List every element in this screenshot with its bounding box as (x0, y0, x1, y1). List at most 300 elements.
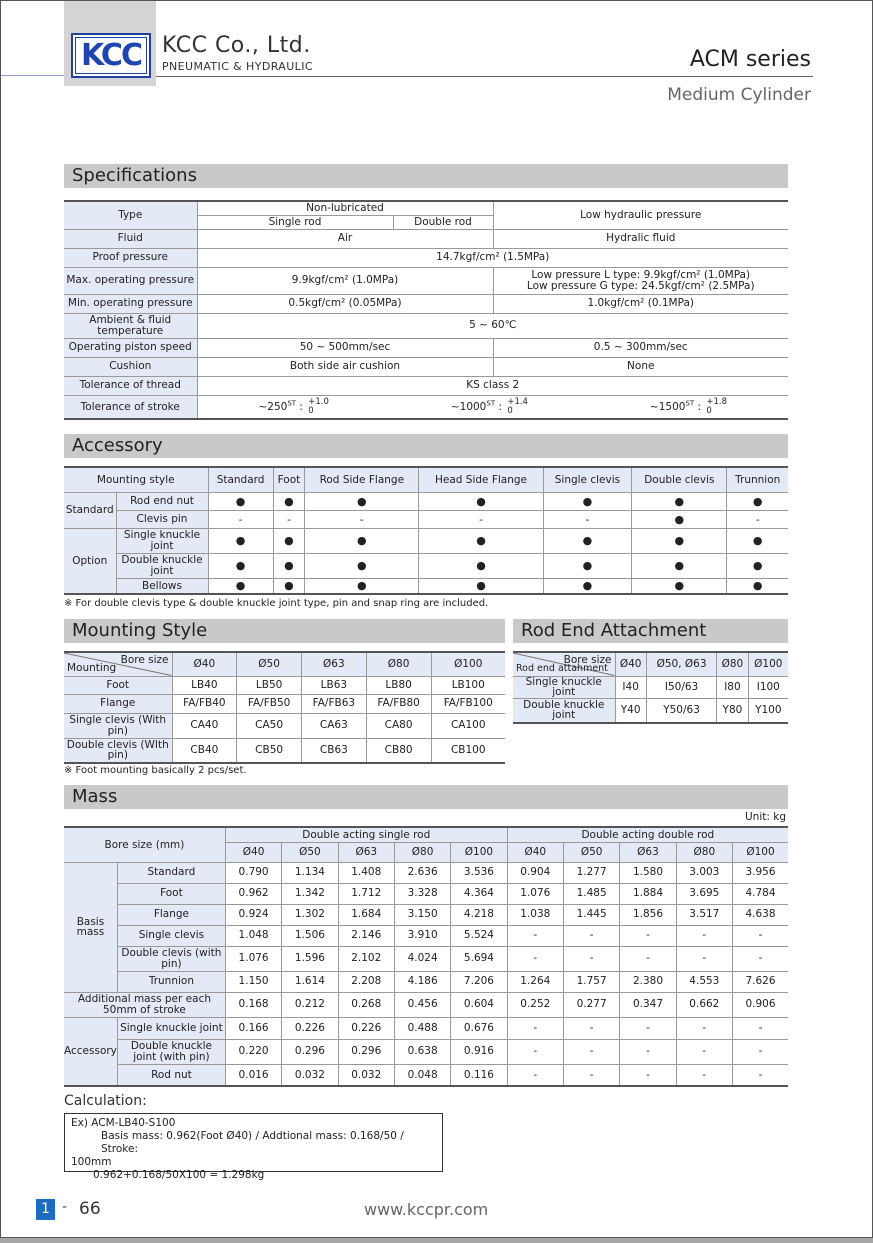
mass-value: - (507, 1039, 563, 1064)
spec-max-hyd-l: Low pressure L type: 9.9kgf/cm² (1.0MPa) (531, 269, 751, 281)
mass-value: - (563, 946, 619, 971)
included-dot-icon: ● (632, 578, 727, 594)
spec-stroke-values (197, 395, 788, 419)
spec-low-hydraulic: Low hydraulic pressure (493, 201, 788, 229)
mass-row (64, 946, 788, 971)
included-dot-icon: ● (208, 553, 273, 578)
ms-model-code: CB40 (172, 738, 237, 763)
included-dot-icon: ● (305, 528, 419, 553)
re-model-code: Y40 (615, 698, 646, 723)
mass-value: 1.038 (507, 904, 563, 925)
spec-cushion-hyd: None (493, 357, 788, 376)
ms-row-label: Single clevis (With pin) (64, 713, 172, 738)
ms-bore-header: Ø63 (302, 652, 367, 676)
accessory-title: Accessory (64, 434, 788, 458)
included-dot-icon: ● (543, 492, 632, 510)
mass-value: 3.003 (676, 862, 732, 883)
ms-model-code: CB100 (431, 738, 505, 763)
ms-model-code: LB100 (431, 676, 505, 694)
ms-bore-header: Ø80 (366, 652, 431, 676)
logo-text: KCC (75, 37, 147, 74)
acc-column-header: Foot (273, 467, 305, 492)
spec-single-rod: Single rod (197, 215, 393, 229)
mass-value: 1.485 (563, 883, 619, 904)
mass-value: - (507, 1064, 563, 1086)
mass-value: 0.638 (394, 1039, 450, 1064)
included-dot-icon: ● (305, 553, 419, 578)
mass-value: 1.757 (563, 971, 619, 992)
mass-value: - (733, 1017, 789, 1039)
mass-value: 4.364 (451, 883, 507, 904)
spec-speed-label: Operating piston speed (64, 338, 197, 357)
mass-value: - (676, 1039, 732, 1064)
mass-value: 0.226 (338, 1017, 394, 1039)
mass-value: - (733, 1039, 789, 1064)
spec-thread-value: KS class 2 (197, 376, 788, 395)
mass-value: 0.347 (620, 992, 676, 1017)
acc-column-header: Trunnion (727, 467, 788, 492)
re-bore-header: Ø50, Ø63 (646, 652, 716, 676)
acc-row (64, 553, 788, 578)
mass-bore-header: Ø40 (507, 842, 563, 862)
mass-value: 4.553 (676, 971, 732, 992)
mass-row (64, 1017, 788, 1039)
mass-value: 0.016 (225, 1064, 281, 1086)
included-dot-icon: ● (305, 578, 419, 594)
mass-row-label: Rod nut (117, 1064, 225, 1086)
mass-value: 1.134 (282, 862, 338, 883)
calculation-label: Calculation: (64, 1093, 147, 1109)
mass-value: 3.150 (394, 904, 450, 925)
mass-row (64, 904, 788, 925)
ms-model-code: CA40 (172, 713, 237, 738)
mass-value: - (563, 1064, 619, 1086)
mass-value: 1.614 (282, 971, 338, 992)
mass-value: 0.048 (394, 1064, 450, 1086)
re-row (513, 698, 788, 723)
mass-value: 7.206 (451, 971, 507, 992)
mass-value: 3.956 (733, 862, 789, 883)
mass-value: 3.695 (676, 883, 732, 904)
included-dot-icon: ● (273, 528, 305, 553)
mass-additional-label: Additional mass per each 50mm of stroke (64, 992, 225, 1017)
re-model-code: Y50/63 (646, 698, 716, 723)
ms-model-code: FA/FB40 (172, 694, 237, 713)
included-dot-icon: ● (727, 553, 788, 578)
mass-bore-label: Bore size (mm) (64, 827, 225, 862)
mass-value: - (676, 946, 732, 971)
mass-value: 7.626 (733, 971, 789, 992)
mass-bore-header: Ø63 (620, 842, 676, 862)
acc-row-label: Rod end nut (116, 492, 208, 510)
ms-model-code: CB80 (366, 738, 431, 763)
spec-max-hyd-g: Low pressure G type: 24.5kgf/cm² (2.5MPa) (526, 279, 755, 292)
mass-bore-header: Ø100 (451, 842, 507, 862)
ms-row-label: Double clevis (WIth pin) (64, 738, 172, 763)
mass-value: - (563, 1039, 619, 1064)
included-dot-icon: ● (419, 578, 543, 594)
calculation-box (64, 1113, 443, 1181)
mass-value: 1.342 (282, 883, 338, 904)
mass-value: 2.380 (620, 971, 676, 992)
not-included-mark: - (419, 510, 543, 528)
specifications-table (64, 200, 788, 420)
stroke-tolerance: ~1500ST : +1.8 0 (649, 396, 728, 416)
mass-value: 0.296 (338, 1039, 394, 1064)
mounting-style-table (64, 651, 505, 764)
included-dot-icon: ● (273, 578, 305, 594)
spec-min-air: 0.5kgf/cm² (0.05MPa) (197, 294, 493, 313)
ms-bore-header: Ø100 (431, 652, 505, 676)
acc-column-header: Head Side Flange (419, 467, 543, 492)
mass-value: 0.296 (282, 1039, 338, 1064)
mass-value: 4.186 (394, 971, 450, 992)
mounting-style-note: ※ Foot mounting basically 2 pcs/set. (64, 765, 247, 776)
re-corner (513, 652, 615, 676)
not-included-mark: - (208, 510, 273, 528)
mass-value: - (620, 925, 676, 946)
ms-model-code: FA/FB50 (237, 694, 302, 713)
included-dot-icon: ● (727, 492, 788, 510)
mass-value: 0.032 (282, 1064, 338, 1086)
not-included-mark: - (727, 510, 788, 528)
mass-value: - (620, 1039, 676, 1064)
ms-corner-bore: Bore size (120, 654, 169, 666)
mass-row-label: Single clevis (117, 925, 225, 946)
header-rule-left (1, 75, 64, 76)
mass-value: 0.676 (451, 1017, 507, 1039)
not-included-mark: - (273, 510, 305, 528)
mass-value: 3.910 (394, 925, 450, 946)
re-bore-header: Ø40 (615, 652, 646, 676)
acc-row (64, 578, 788, 594)
included-dot-icon: ● (543, 553, 632, 578)
mass-value: 1.596 (282, 946, 338, 971)
mass-row (64, 1064, 788, 1086)
included-dot-icon: ● (208, 492, 273, 510)
mass-bore-header: Ø50 (282, 842, 338, 862)
header-rule (156, 76, 813, 77)
specifications-title: Specifications (64, 164, 788, 188)
ms-row (64, 676, 505, 694)
acc-row (64, 492, 788, 510)
included-dot-icon: ● (208, 528, 273, 553)
mass-value: 4.218 (451, 904, 507, 925)
mass-value: 1.277 (563, 862, 619, 883)
acc-row (64, 528, 788, 553)
mass-value: 0.790 (225, 862, 281, 883)
mass-value: 1.580 (620, 862, 676, 883)
mass-value: - (676, 1017, 732, 1039)
mass-value: 2.146 (338, 925, 394, 946)
mass-row-label: Flange (117, 904, 225, 925)
kcc-logo (71, 33, 151, 78)
included-dot-icon: ● (419, 492, 543, 510)
mass-value: 1.264 (507, 971, 563, 992)
mass-bore-header: Ø63 (338, 842, 394, 862)
included-dot-icon: ● (305, 492, 419, 510)
mass-value: 2.208 (338, 971, 394, 992)
mass-value: 2.102 (338, 946, 394, 971)
ms-model-code: LB40 (172, 676, 237, 694)
mass-value: - (563, 1017, 619, 1039)
mass-title: Mass (64, 785, 788, 809)
mass-value: 0.924 (225, 904, 281, 925)
mass-value: 0.116 (451, 1064, 507, 1086)
mass-basis-label: Basis mass (64, 862, 117, 992)
mass-value: 0.962 (225, 883, 281, 904)
company-subtitle: PNEUMATIC & HYDRAULIC (162, 60, 313, 73)
calc-line-1: Ex) ACM-LB40-S100 (71, 1117, 176, 1129)
mass-value: 1.076 (507, 883, 563, 904)
mass-unit: Unit: kg (745, 811, 786, 823)
mass-value: 1.048 (225, 925, 281, 946)
re-model-code: Y80 (717, 698, 748, 723)
mass-value: - (676, 1064, 732, 1086)
spec-min-hyd: 1.0kgf/cm² (0.1MPa) (493, 294, 788, 313)
ms-model-code: LB63 (302, 676, 367, 694)
re-row (513, 676, 788, 698)
mass-bore-header: Ø80 (394, 842, 450, 862)
mass-value: 1.684 (338, 904, 394, 925)
mass-value: - (620, 1064, 676, 1086)
mass-value: - (676, 925, 732, 946)
included-dot-icon: ● (632, 510, 727, 528)
spec-proof-label: Proof pressure (64, 248, 197, 267)
acc-row-label: Bellows (116, 578, 208, 594)
mass-value: - (620, 946, 676, 971)
chapter-badge: 1 (36, 1199, 55, 1220)
calc-line-2: Basis mass: 0.962(Foot Ø40) / Addtional mass: 0.168/50 / Stroke: (101, 1130, 404, 1155)
stroke-tolerance: ~250ST : +1.0 0 (258, 396, 329, 416)
acc-group-label: Standard (64, 492, 116, 528)
page-separator: - (62, 1199, 68, 1215)
included-dot-icon: ● (727, 528, 788, 553)
included-dot-icon: ● (632, 492, 727, 510)
acc-column-header: Rod Side Flange (305, 467, 419, 492)
mass-value: 5.524 (451, 925, 507, 946)
mass-row (64, 925, 788, 946)
spec-cushion-label: Cushion (64, 357, 197, 376)
mass-value: - (507, 925, 563, 946)
acc-column-header: Standard (208, 467, 273, 492)
mass-group-double: Double acting double rod (507, 827, 788, 842)
mass-value: 4.024 (394, 946, 450, 971)
series-title: ACM series (689, 47, 811, 72)
mass-value: - (507, 1017, 563, 1039)
mass-value: 1.712 (338, 883, 394, 904)
mass-row-label: Single knuckle joint (117, 1017, 225, 1039)
mass-value: 0.220 (225, 1039, 281, 1064)
spec-min-label: Min. operating pressure (64, 294, 197, 313)
mass-row-label: Double knuckle joint (with pin) (117, 1039, 225, 1064)
mass-row (64, 971, 788, 992)
re-corner-bore: Bore size (563, 654, 612, 666)
mass-value: 0.916 (451, 1039, 507, 1064)
included-dot-icon: ● (273, 492, 305, 510)
website-link[interactable]: www.kccpr.com (364, 1200, 489, 1219)
included-dot-icon: ● (419, 528, 543, 553)
mass-row-label: Foot (117, 883, 225, 904)
re-row-label: Single knuckle joint (513, 676, 615, 698)
mass-value: 0.456 (394, 992, 450, 1017)
mass-value: 3.517 (676, 904, 732, 925)
not-included-mark: - (543, 510, 632, 528)
mass-row (64, 883, 788, 904)
ms-row (64, 738, 505, 763)
ms-model-code: LB50 (237, 676, 302, 694)
included-dot-icon: ● (273, 553, 305, 578)
spec-thread-label: Tolerance of thread (64, 376, 197, 395)
mass-value: 4.784 (733, 883, 789, 904)
spec-type-label: Type (64, 201, 197, 229)
mass-group-single: Double acting single rod (225, 827, 507, 842)
spec-fluid-air: Air (197, 229, 493, 248)
mass-value: - (563, 925, 619, 946)
mass-value: - (507, 946, 563, 971)
ms-row (64, 713, 505, 738)
mass-value: 0.252 (507, 992, 563, 1017)
included-dot-icon: ● (543, 578, 632, 594)
mass-value: 3.328 (394, 883, 450, 904)
acc-group-label: Option (64, 528, 116, 594)
mass-row (64, 1039, 788, 1064)
mass-table (64, 826, 788, 1087)
ms-corner (64, 652, 172, 676)
mass-row-label: Double clevis (with pin) (117, 946, 225, 971)
mass-value: 0.168 (225, 992, 281, 1017)
spec-proof-value: 14.7kgf/cm² (1.5MPa) (197, 248, 788, 267)
acc-row (64, 510, 788, 528)
mass-value: 0.226 (282, 1017, 338, 1039)
re-row-label: Double knuckle joint (513, 698, 615, 723)
rod-end-table (513, 651, 788, 724)
spec-non-lubricated: Non-lubricated (197, 201, 493, 215)
spec-max-hyd (493, 267, 788, 294)
included-dot-icon: ● (543, 528, 632, 553)
included-dot-icon: ● (632, 553, 727, 578)
mass-value: 1.408 (338, 862, 394, 883)
mass-bore-header: Ø40 (225, 842, 281, 862)
re-model-code: Y100 (748, 698, 788, 723)
mass-value: 0.268 (338, 992, 394, 1017)
ms-model-code: CA100 (431, 713, 505, 738)
mass-value: 1.150 (225, 971, 281, 992)
spec-double-rod: Double rod (393, 215, 493, 229)
spec-speed-hyd: 0.5 ~ 300mm/sec (493, 338, 788, 357)
acc-mounting-label: Mounting style (64, 467, 208, 492)
mass-value: 1.856 (620, 904, 676, 925)
ms-model-code: CA63 (302, 713, 367, 738)
ms-model-code: CB50 (237, 738, 302, 763)
spec-fluid-hyd: Hydralic fluid (493, 229, 788, 248)
re-corner-rod-end: Rod end attahment (516, 663, 608, 674)
company-name: KCC Co., Ltd. (162, 33, 311, 58)
ms-model-code: LB80 (366, 676, 431, 694)
acc-row-label: Single knuckle joint (116, 528, 208, 553)
acc-row-label: Clevis pin (116, 510, 208, 528)
spec-cushion-air: Both side air cushion (197, 357, 493, 376)
acc-column-header: Double clevis (632, 467, 727, 492)
ms-model-code: FA/FB63 (302, 694, 367, 713)
mass-accessory-label: Accessory (64, 1017, 117, 1086)
mass-value: 1.445 (563, 904, 619, 925)
mass-value: 5.694 (451, 946, 507, 971)
page-number: 66 (79, 1199, 101, 1219)
mass-value: 3.536 (451, 862, 507, 883)
mass-row (64, 992, 788, 1017)
mass-value: 1.076 (225, 946, 281, 971)
spec-temp-label: Ambient & fluid temperature (64, 313, 197, 338)
not-included-mark: - (305, 510, 419, 528)
spec-max-air: 9.9kgf/cm² (1.0MPa) (197, 267, 493, 294)
calc-line-3: 100mm (71, 1156, 112, 1168)
mass-value: 0.212 (282, 992, 338, 1017)
re-model-code: I100 (748, 676, 788, 698)
mass-value: 1.506 (282, 925, 338, 946)
mass-value: 0.488 (394, 1017, 450, 1039)
mass-value: 0.604 (451, 992, 507, 1017)
ms-corner-mounting: Mounting (67, 662, 117, 674)
mass-value: 2.636 (394, 862, 450, 883)
mass-bore-header: Ø80 (676, 842, 732, 862)
spec-fluid-label: Fluid (64, 229, 197, 248)
mass-value: - (733, 946, 789, 971)
acc-row-label: Double knuckle joint (116, 553, 208, 578)
mass-value: - (733, 1064, 789, 1086)
mass-value: 0.662 (676, 992, 732, 1017)
ms-model-code: CA50 (237, 713, 302, 738)
mass-value: 1.884 (620, 883, 676, 904)
spec-max-label: Max. operating pressure (64, 267, 197, 294)
mass-value: 0.904 (507, 862, 563, 883)
rod-end-title: Rod End Attachment (513, 619, 788, 643)
spec-stroke-label: Tolerance of stroke (64, 395, 197, 419)
ms-row-label: Foot (64, 676, 172, 694)
spec-speed-air: 50 ~ 500mm/sec (197, 338, 493, 357)
mass-value: 1.302 (282, 904, 338, 925)
re-model-code: I80 (717, 676, 748, 698)
re-model-code: I40 (615, 676, 646, 698)
ms-row (64, 694, 505, 713)
included-dot-icon: ● (727, 578, 788, 594)
accessory-note: ※ For double clevis type & double knuckle joint type, pin and snap ring are included. (64, 598, 489, 609)
stroke-tolerance: ~1000ST : +1.4 0 (450, 396, 528, 416)
spec-temp-value: 5 ~ 60℃ (197, 313, 788, 338)
acc-column-header: Single clevis (543, 467, 632, 492)
ms-row-label: Flange (64, 694, 172, 713)
included-dot-icon: ● (419, 553, 543, 578)
ms-bore-header: Ø40 (172, 652, 237, 676)
ms-model-code: CB63 (302, 738, 367, 763)
re-bore-header: Ø80 (717, 652, 748, 676)
accessory-table (64, 466, 788, 595)
ms-bore-header: Ø50 (237, 652, 302, 676)
mass-row-label: Trunnion (117, 971, 225, 992)
mass-bore-header: Ø100 (733, 842, 789, 862)
mass-value: - (620, 1017, 676, 1039)
included-dot-icon: ● (208, 578, 273, 594)
ms-model-code: CA80 (366, 713, 431, 738)
mass-value: 0.906 (733, 992, 789, 1017)
mass-value: 4.638 (733, 904, 789, 925)
mass-value: 0.277 (563, 992, 619, 1017)
re-bore-header: Ø100 (748, 652, 788, 676)
mass-row (64, 862, 788, 883)
ms-model-code: FA/FB80 (366, 694, 431, 713)
re-model-code: I50/63 (646, 676, 716, 698)
series-subtitle: Medium Cylinder (667, 85, 811, 105)
